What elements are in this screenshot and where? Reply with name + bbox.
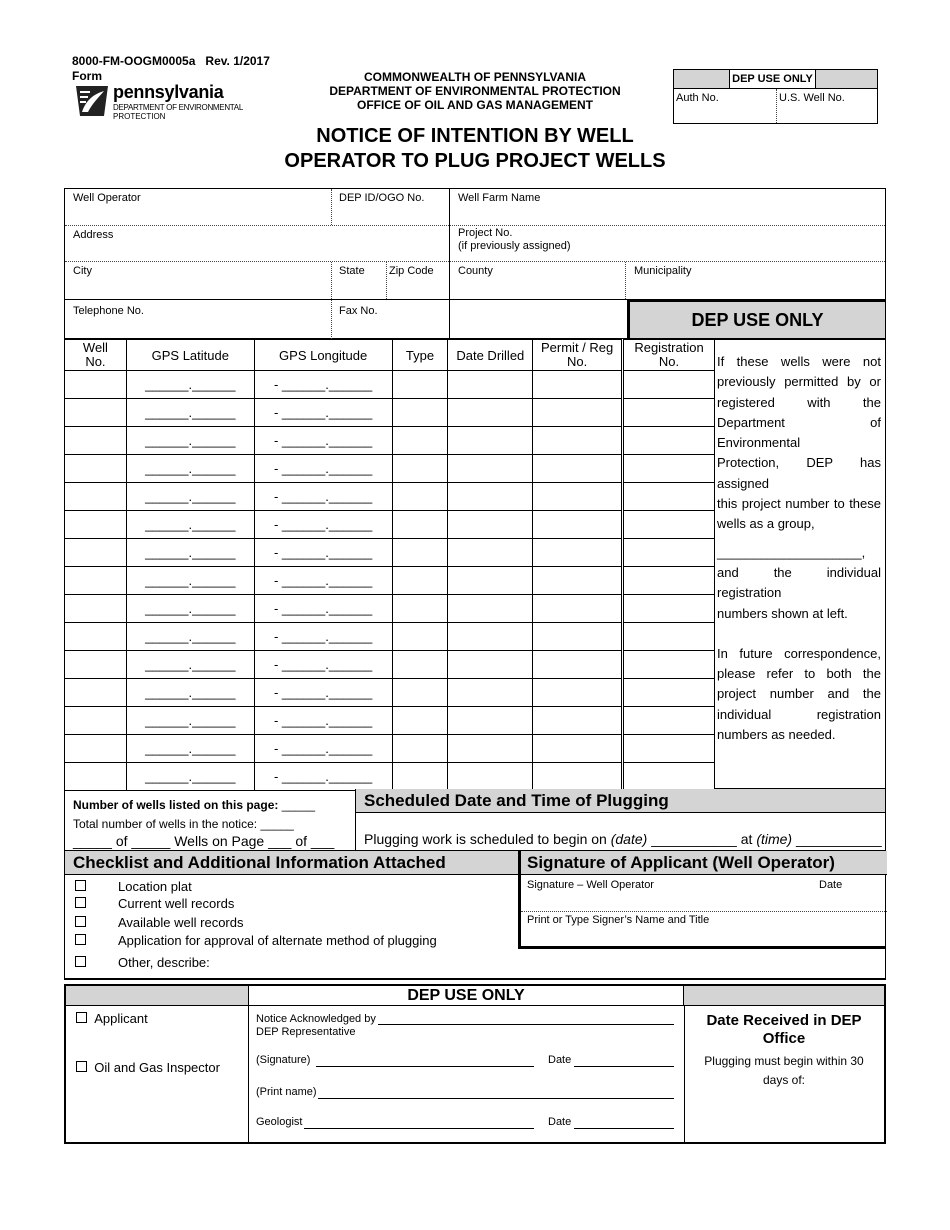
well-no-cell[interactable] [65, 483, 127, 511]
gps-longitude-cell[interactable] [254, 623, 392, 651]
permit-no-cell[interactable] [533, 567, 623, 595]
county-label: County [458, 265, 493, 277]
signature-date-label: Date [819, 879, 843, 891]
registration-no-cell[interactable] [623, 455, 715, 483]
note-line: Protection, DEP has assigned [717, 455, 881, 491]
checklist-item[interactable] [75, 915, 244, 930]
table-row [65, 567, 715, 595]
table-row [65, 595, 715, 623]
gps-longitude-cell-placeholder: - ______.______ [273, 601, 373, 616]
signature-label: Signature – Well Operator [527, 879, 654, 891]
schedule-time-blank[interactable]: ___________ [795, 831, 882, 847]
registration-note-panel [714, 339, 886, 789]
gps-longitude-cell-placeholder: - ______.______ [273, 405, 373, 420]
table-row [65, 399, 715, 427]
agency-line-2: DEPARTMENT OF ENVIRONMENTAL PROTECTION [329, 84, 621, 98]
project-number-blank[interactable]: ____________________, [717, 544, 866, 560]
inspector-checkbox[interactable] [76, 1061, 87, 1072]
gps-latitude-cell[interactable] [126, 567, 254, 595]
table-row [65, 371, 715, 399]
col-type: Type [392, 340, 448, 371]
page-title: NOTICE OF INTENTION BY WELL OPERATOR TO PLUG PROJECT WELLS [284, 125, 666, 172]
type-cell[interactable] [392, 539, 448, 567]
well-no-cell[interactable] [65, 567, 127, 595]
registration-no-cell[interactable] [623, 735, 715, 763]
checklist-item-label: Application for approval of alternate method of plugging [118, 933, 437, 948]
gps-latitude-cell-placeholder: ______.______ [145, 433, 236, 448]
registration-no-cell[interactable] [623, 483, 715, 511]
note-line: registered with the [717, 394, 881, 410]
note-line: project number and the [717, 686, 881, 702]
date-drilled-cell[interactable] [448, 651, 533, 679]
permit-no-cell[interactable] [533, 427, 623, 455]
gps-latitude-cell-placeholder: ______.______ [145, 685, 236, 700]
gps-latitude-cell[interactable] [126, 679, 254, 707]
zip-label: Zip Code [389, 265, 434, 277]
well-no-cell[interactable] [65, 539, 127, 567]
checklist-checkbox[interactable] [75, 880, 86, 891]
total-wells-blank[interactable]: _____ [260, 817, 294, 831]
date-drilled-cell[interactable] [448, 763, 533, 791]
well-farm-name-label: Well Farm Name [458, 192, 541, 204]
operator-info-grid [64, 188, 886, 339]
type-cell[interactable] [392, 567, 448, 595]
gps-longitude-cell-placeholder: - ______.______ [273, 517, 373, 532]
auth-no-label: Auth No. [676, 92, 719, 104]
gps-latitude-cell-placeholder: ______.______ [145, 489, 236, 504]
permit-no-cell[interactable] [533, 651, 623, 679]
project-no-label: Project No. (if previously assigned) [458, 227, 571, 252]
permit-no-cell[interactable] [533, 455, 623, 483]
signature-panel [518, 851, 886, 949]
permit-no-cell[interactable] [533, 511, 623, 539]
note-line: If these wells were not [717, 354, 881, 369]
gps-latitude-cell-placeholder: ______.______ [145, 461, 236, 476]
registration-no-cell[interactable] [623, 707, 715, 735]
registration-no-cell[interactable] [623, 427, 715, 455]
gps-longitude-cell[interactable] [254, 567, 392, 595]
agency-line-3: OFFICE OF OIL AND GAS MANAGEMENT [357, 98, 593, 112]
checklist-item[interactable] [75, 896, 234, 911]
type-cell[interactable] [392, 427, 448, 455]
permit-no-cell[interactable] [533, 679, 623, 707]
gps-longitude-cell[interactable] [254, 427, 392, 455]
type-cell[interactable] [392, 735, 448, 763]
keystone-leaf-icon [72, 82, 112, 120]
gps-latitude-cell[interactable] [126, 651, 254, 679]
checklist-title: Checklist and Additional Information Attached [65, 851, 518, 875]
registration-no-cell[interactable] [623, 399, 715, 427]
geologist-date-line[interactable] [574, 1128, 674, 1129]
wells-table [64, 339, 715, 791]
gps-latitude-cell[interactable] [126, 455, 254, 483]
note-line: numbers as needed. [717, 727, 836, 743]
type-cell[interactable] [392, 763, 448, 791]
city-label: City [73, 265, 92, 277]
gps-longitude-cell-placeholder: - ______.______ [273, 573, 373, 588]
gps-latitude-cell[interactable] [126, 763, 254, 791]
plug-deadline-note: Plugging must begin within 30 days of: [704, 1054, 864, 1087]
logo-sub2: PROTECTION [113, 112, 166, 121]
note-line: please refer to both the [717, 666, 881, 682]
gps-latitude-cell-placeholder: ______.______ [145, 573, 236, 588]
telephone-label: Telephone No. [73, 305, 144, 317]
wells-listed-label: Number of wells listed on this page: _____ [73, 798, 316, 812]
checklist-checkbox[interactable] [75, 897, 86, 908]
well-no-cell[interactable] [65, 455, 127, 483]
gps-longitude-cell[interactable] [254, 735, 392, 763]
checklist-item-label: Available well records [118, 915, 244, 930]
table-row [65, 707, 715, 735]
gps-latitude-cell[interactable] [126, 371, 254, 399]
table-row [65, 511, 715, 539]
date-drilled-cell[interactable] [448, 707, 533, 735]
checklist-signature-area [64, 850, 886, 980]
gps-longitude-cell[interactable] [254, 651, 392, 679]
well-operator-label: Well Operator [73, 192, 141, 204]
well-no-cell[interactable] [65, 623, 127, 651]
type-cell[interactable] [392, 651, 448, 679]
ack-line[interactable] [378, 1024, 674, 1025]
total-wells-label: Total number of wells in the notice: _____ [73, 817, 294, 831]
wells-table-header [65, 340, 715, 371]
table-row [65, 679, 715, 707]
date-drilled-cell[interactable] [448, 679, 533, 707]
col-date-drilled: Date Drilled [448, 340, 533, 371]
schedule-line: Plugging work is scheduled to begin on (date) ___________ at (time) ___________ [364, 831, 882, 847]
state-label: State [339, 265, 365, 277]
geologist-line[interactable] [304, 1128, 534, 1129]
table-row [65, 427, 715, 455]
dep-signature-label: (Signature) [256, 1054, 311, 1066]
table-row [65, 763, 715, 791]
logo-name: pennsylvania [113, 82, 224, 102]
date-received-label: Date Received in DEP Office [706, 1012, 862, 1047]
dep-box-title: DEP USE ONLY [730, 70, 815, 89]
note-line: this project number to these [717, 496, 881, 512]
form-word: Form [72, 69, 102, 83]
dep-use-only-header-box [673, 69, 878, 124]
well-no-cell[interactable] [65, 763, 127, 791]
gps-latitude-cell[interactable] [126, 511, 254, 539]
well-no-cell[interactable] [65, 399, 127, 427]
table-row [65, 455, 715, 483]
col-permit-no: Permit / Reg No. [533, 340, 623, 371]
form-number: 8000-FM-OOGM0005a Rev. 1/2017 [72, 54, 270, 68]
gps-longitude-cell-placeholder: - ______.______ [273, 629, 373, 644]
note-line: and the individual registration [717, 564, 881, 601]
registration-no-cell[interactable] [623, 651, 715, 679]
page-count-line[interactable]: _____ of _____ Wells on Page ___ of ___ [73, 833, 335, 849]
registration-no-cell[interactable] [623, 567, 715, 595]
checklist-item-label: Location plat [118, 879, 192, 894]
dep-use-only-bottom [64, 984, 886, 1144]
permit-no-cell[interactable] [533, 399, 623, 427]
gps-latitude-cell[interactable] [126, 399, 254, 427]
gps-longitude-cell[interactable] [254, 455, 392, 483]
print-name-label: Print or Type Signer’s Name and Title [527, 914, 710, 926]
fax-label: Fax No. [339, 305, 378, 317]
date-drilled-cell[interactable] [448, 399, 533, 427]
type-cell[interactable] [392, 455, 448, 483]
date-drilled-cell[interactable] [448, 511, 533, 539]
permit-no-cell[interactable] [533, 371, 623, 399]
gps-latitude-cell[interactable] [126, 735, 254, 763]
permit-no-cell[interactable] [533, 623, 623, 651]
date-drilled-cell[interactable] [448, 483, 533, 511]
gps-latitude-cell[interactable] [126, 623, 254, 651]
dep-use-only-banner: DEP USE ONLY [627, 299, 885, 338]
applicant-option[interactable]: Applicant [76, 1011, 148, 1026]
table-row [65, 735, 715, 763]
gps-longitude-cell[interactable] [254, 707, 392, 735]
date-drilled-cell[interactable] [448, 371, 533, 399]
date-drilled-cell[interactable] [448, 735, 533, 763]
gps-latitude-cell-placeholder: ______.______ [145, 741, 236, 756]
inspector-option[interactable]: Oil and Gas Inspector [76, 1060, 220, 1075]
registration-no-cell[interactable] [623, 539, 715, 567]
applicant-checkbox[interactable] [76, 1012, 87, 1023]
checklist-item-label: Other, describe: [118, 955, 210, 970]
dep-bottom-title: DEP USE ONLY [248, 986, 684, 1006]
checklist-item-label: Current well records [118, 896, 235, 911]
gps-longitude-cell[interactable] [254, 371, 392, 399]
permit-no-cell[interactable] [533, 539, 623, 567]
date-drilled-cell[interactable] [448, 427, 533, 455]
table-row [65, 651, 715, 679]
date-drilled-cell[interactable] [448, 539, 533, 567]
well-no-cell[interactable] [65, 427, 127, 455]
counts-schedule-area [64, 789, 886, 851]
address-label: Address [73, 229, 114, 241]
schedule-panel [355, 789, 885, 851]
gps-latitude-cell[interactable] [126, 483, 254, 511]
gps-latitude-cell-placeholder: ______.______ [145, 769, 236, 784]
registration-no-cell[interactable] [623, 511, 715, 539]
dep-print-name-line[interactable] [318, 1098, 674, 1099]
type-cell[interactable] [392, 623, 448, 651]
permit-no-cell[interactable] [533, 707, 623, 735]
gps-longitude-cell-placeholder: - ______.______ [273, 713, 373, 728]
type-cell[interactable] [392, 399, 448, 427]
logo-sub1: DEPARTMENT OF ENVIRONMENTAL [113, 103, 243, 112]
type-cell[interactable] [392, 707, 448, 735]
gps-latitude-cell-placeholder: ______.______ [145, 377, 236, 392]
well-no-cell[interactable] [65, 651, 127, 679]
signature-title: Signature of Applicant (Well Operator) [521, 851, 887, 875]
well-no-cell[interactable] [65, 595, 127, 623]
checklist-item[interactable] [75, 955, 210, 970]
gps-latitude-cell-placeholder: ______.______ [145, 713, 236, 728]
signature-field[interactable] [521, 911, 887, 912]
type-cell[interactable] [392, 679, 448, 707]
type-cell[interactable] [392, 483, 448, 511]
gps-longitude-cell-placeholder: - ______.______ [273, 433, 373, 448]
pa-dep-logo [72, 82, 252, 122]
dep-print-name-label: (Print name) [256, 1086, 317, 1098]
gps-longitude-cell[interactable] [254, 511, 392, 539]
note-line: Department of Environmental [717, 414, 881, 451]
gps-latitude-cell[interactable] [126, 427, 254, 455]
gps-latitude-cell-placeholder: ______.______ [145, 629, 236, 644]
date-drilled-cell[interactable] [448, 623, 533, 651]
well-no-cell[interactable] [65, 371, 127, 399]
schedule-title: Scheduled Date and Time of Plugging [356, 789, 885, 813]
gps-longitude-cell-placeholder: - ______.______ [273, 377, 373, 392]
wells-listed-blank[interactable]: _____ [281, 798, 316, 812]
note-line: previously permitted by or [717, 374, 881, 390]
well-no-cell[interactable] [65, 511, 127, 539]
registration-no-cell[interactable] [623, 595, 715, 623]
agency-line-1: COMMONWEALTH OF PENNSYLVANIA [364, 70, 586, 84]
geologist-date-label: Date [548, 1116, 572, 1128]
permit-no-cell[interactable] [533, 595, 623, 623]
agency-block [300, 70, 650, 112]
gps-longitude-cell[interactable] [254, 763, 392, 791]
table-row [65, 623, 715, 651]
gps-longitude-cell-placeholder: - ______.______ [273, 741, 373, 756]
type-cell[interactable] [392, 371, 448, 399]
schedule-date-blank[interactable]: ___________ [651, 831, 737, 847]
table-row [65, 483, 715, 511]
table-row [65, 539, 715, 567]
col-well-no: Well No. [65, 340, 127, 371]
well-no-cell[interactable] [65, 735, 127, 763]
checklist-checkbox[interactable] [75, 916, 86, 927]
date-drilled-cell[interactable] [448, 595, 533, 623]
col-registration-no: Registration No. [623, 340, 715, 371]
gps-longitude-cell-placeholder: - ______.______ [273, 461, 373, 476]
geologist-label: Geologist [256, 1116, 303, 1128]
gps-latitude-cell-placeholder: ______.______ [145, 517, 236, 532]
dep-id-label: DEP ID/OGO No. [339, 192, 425, 204]
dep-signature-line[interactable] [316, 1066, 534, 1067]
permit-no-cell[interactable] [533, 763, 623, 791]
date-drilled-cell[interactable] [448, 567, 533, 595]
well-no-cell[interactable] [65, 707, 127, 735]
gps-longitude-cell[interactable] [254, 539, 392, 567]
municipality-label: Municipality [634, 265, 692, 277]
gps-latitude-cell[interactable] [126, 707, 254, 735]
gps-latitude-cell-placeholder: ______.______ [145, 657, 236, 672]
note-line: In future correspondence, [717, 645, 881, 661]
checklist-item[interactable] [75, 879, 192, 894]
registration-no-cell[interactable] [623, 371, 715, 399]
dep-signature-date-label: Date [548, 1054, 572, 1066]
gps-longitude-cell-placeholder: - ______.______ [273, 545, 373, 560]
ack-label: Notice Acknowledged by DEP Representative [256, 1013, 376, 1038]
checklist-checkbox[interactable] [75, 934, 86, 945]
registration-no-cell[interactable] [623, 763, 715, 791]
gps-longitude-cell[interactable] [254, 679, 392, 707]
well-no-cell[interactable] [65, 679, 127, 707]
type-cell[interactable] [392, 595, 448, 623]
col-gps-latitude: GPS Latitude [126, 340, 254, 371]
gps-latitude-cell[interactable] [126, 539, 254, 567]
permit-no-cell[interactable] [533, 735, 623, 763]
checklist-checkbox[interactable] [75, 956, 86, 967]
registration-no-cell[interactable] [623, 679, 715, 707]
gps-latitude-cell[interactable] [126, 595, 254, 623]
gps-longitude-cell-placeholder: - ______.______ [273, 769, 373, 784]
note-line: individual registration [717, 706, 881, 722]
note-line: numbers shown at left. [717, 605, 848, 621]
gps-longitude-cell[interactable] [254, 483, 392, 511]
gps-longitude-cell[interactable] [254, 595, 392, 623]
gps-longitude-cell-placeholder: - ______.______ [273, 657, 373, 672]
gps-longitude-cell[interactable] [254, 399, 392, 427]
registration-note [717, 352, 881, 745]
us-well-no-label: U.S. Well No. [779, 92, 845, 104]
gps-latitude-cell-placeholder: ______.______ [145, 405, 236, 420]
col-gps-longitude: GPS Longitude [254, 340, 392, 371]
gps-latitude-cell-placeholder: ______.______ [145, 545, 236, 560]
type-cell[interactable] [392, 511, 448, 539]
gps-longitude-cell-placeholder: - ______.______ [273, 489, 373, 504]
note-line: wells as a group, [717, 516, 815, 532]
registration-no-cell[interactable] [623, 623, 715, 651]
permit-no-cell[interactable] [533, 483, 623, 511]
date-drilled-cell[interactable] [448, 455, 533, 483]
checklist-item[interactable] [75, 933, 437, 948]
gps-latitude-cell-placeholder: ______.______ [145, 601, 236, 616]
gps-longitude-cell-placeholder: - ______.______ [273, 685, 373, 700]
dep-signature-date-line[interactable] [574, 1066, 674, 1067]
